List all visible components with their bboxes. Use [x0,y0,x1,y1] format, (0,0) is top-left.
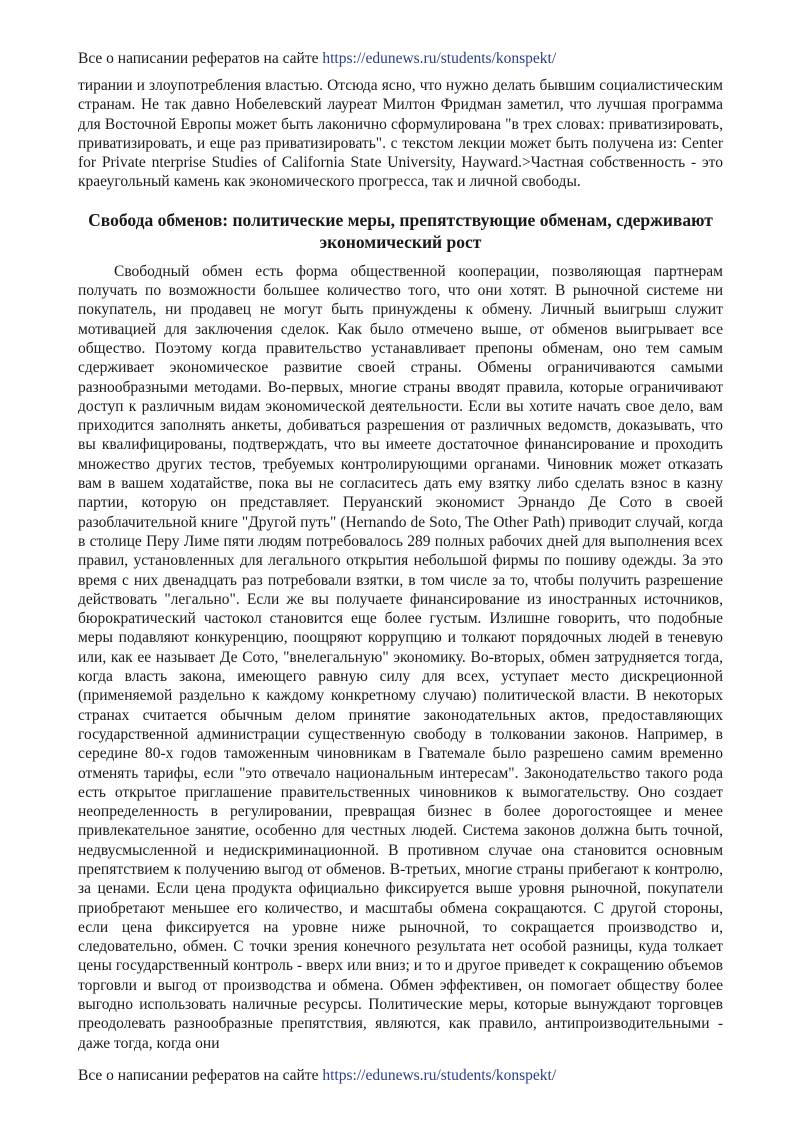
header-text: Все о написании рефератов на сайте [78,50,323,67]
footer-text: Все о написании рефератов на сайте [78,1067,323,1084]
header-link[interactable]: https://edunews.ru/students/konspekt/ [322,50,557,67]
footer-link[interactable]: https://edunews.ru/students/konspekt/ [322,1067,557,1084]
document-body [78,76,723,1053]
paragraph-intro: тирании и злоупотребления властью. Отсюда ясно, что нужно делать бывшим социалистическим странам. Не так давно Нобелевский лауреат Милтон Фридман заметил, что лучшая программа для Восточной Европы может быть лаконично сформулирована "в трех словах: приватизировать, приватизировать, и еще раз приватизировать". с текстом лекции может быть получена из: Center for Private nterprise Studies of California State University, Hayward.>Частная собственность - это краеугольный камень как экономического прогресса, так и личной свободы. [78,77,723,191]
section-heading: Свобода обменов: политические меры, препятствующие обменам, сдерживают экономический рост [88,209,713,252]
page-footer [78,1066,556,1086]
page-header [78,49,556,69]
paragraph-main: Свободный обмен есть форма общественной кооперации, позволяющая партнерам получать по возможности большее количество того, что они хотят. В рыночной системе ни покупатель, ни продавец не могут быть принуждены к обмену. Личный выигрыш служит мотивацией для заключения сделок. Как было отмечено выше, от обменов выигрывает все общество. Поэтому когда правительство устанавливает препоны обменам, оно тем самым сдерживает экономическое развитие своей страны. Обмены ограничиваются самыми разнообразными методами. Во-первых, многие страны вводят правила, которые ограничивают доступ к различным видам экономической деятельности. Если вы хотите начать свое дело, вам приходится заполнять анкеты, добиваться разрешения от различных ведомств, доказывать, что вы квалифицированы, подтверждать, что вы имеете достаточное финансирование и проходить множество других тестов, требуемых контролирующими органами. Чиновник может отказать вам в вашем ходатайстве, пока вы не согласитесь дать ему взятку либо сделать взнос в казну партии, которую он представляет. Перуанский экономист Эрнандо Де Сото в своей разоблачительной книге "Другой путь" (Hernando de Soto, The Other Path) приводит случай, когда в столице Перу Лиме пяти людям потребовалось 289 полных рабочих дней для выполнения всех правил, установленных для легального открытия небольшой фирмы по пошиву одежды. За это время с них двенадцать раз потребовали взятки, в том числе за то, чтобы получить разрешение действовать "легально". Если же вы получаете финансирование из иностранных источников, бюрократический частокол становится еще более густым. Излишне говорить, что подобные меры подавляют конкуренцию, поощряют коррупцию и толкают порядочных людей в теневую или, как ее называет Де Сото, "внелегальную" экономику. Во-вторых, обмен затрудняется тогда, когда власть закона, имеющего равную силу для всех, уступает место дискреционной (применяемой раздельно к каждому конкретному случаю) политической власти. В некоторых странах считается обычным делом принятие законодательных актов, предоставляющих государственной администрации существенную свободу в толковании законов. Например, в середине 80-х годов таможенным чиновникам в Гватемале было разрешено самим временно отменять тарифы, если "это отвечало национальным интересам". Законодательство такого рода есть открытое приглашение правительственных чиновников к вымогательству. Оно создает неопределенность в регулировании, превращая бизнес в более дорогостоящее и менее привлекательное занятие, особенно для честных людей. Система законов должна быть точной, недвусмысленной и недискриминационной. В противном случае она становится основным препятствием к получению выгод от обменов. В-третьих, многие страны прибегают к контролю, за ценами. Если цена продукта официально фиксируется выше уровня рыночной, покупатели приобретают меньшее его количество, и масштабы обмена сокращаются. С другой стороны, если цена фиксируется на уровне ниже рыночной, то сокращается производство и, следовательно, обмен. С точки зрения конечного результата нет особой разницы, куда толкает цены государственный контроль - вверх или вниз; и то и другое приведет к сокращению объемов торговли и выгод от производства и обмена. Обмен эффективен, он помогает обществу более выгодно использовать наличные ресурсы. Политические меры, которые вынуждают торговцев преодолевать разнообразные препятствия, являются, как правило, антипроизводительными - даже тогда, когда они [78,262,723,1052]
